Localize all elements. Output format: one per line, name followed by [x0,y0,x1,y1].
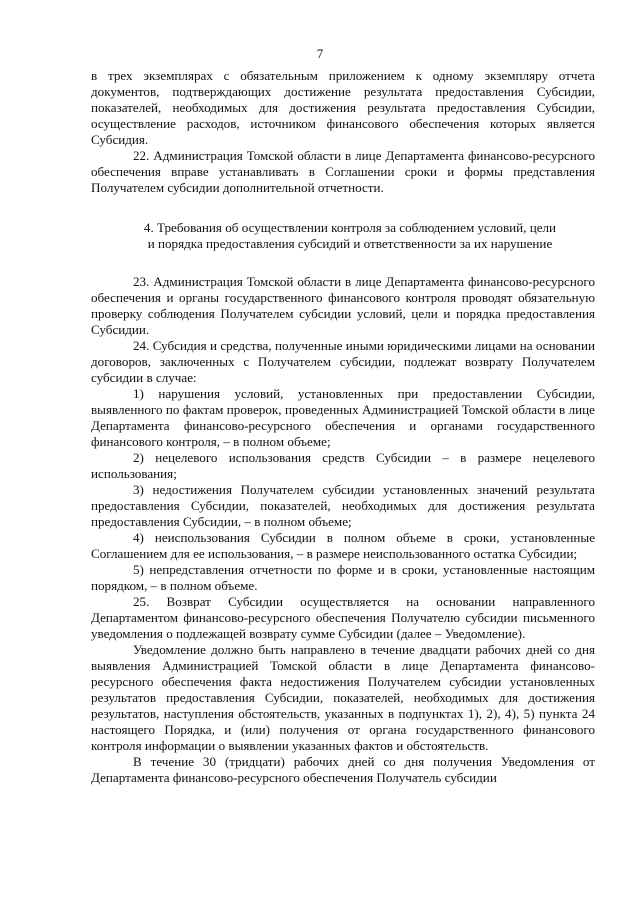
paragraph-23: 23. Администрация Томской области в лице Департамента финансово-ресурсного обеспечения и органы государственного финансового контроля проводят обязательную проверку соблюдения Получателем субсидии условий, цели и порядка предоставления Субсидии. [91,274,595,337]
section-heading-4 [91,220,595,252]
paragraph-24-item-2: 2) нецелевого использования средств Субсидии – в размере нецелевого использования; [91,450,595,481]
paragraph-24: 24. Субсидия и средства, полученные иными юридическими лицами на основании договоров, заключенных с Получателем субсидии, подлежат возврату Получателем субсидии в случае: [91,338,595,385]
paragraph-notification: Уведомление должно быть направлено в течение двадцати рабочих дней со дня выявления Администрацией Томской области в лице Департамента финансово-ресурсного обеспечения факта недостижения Получателем субсидии установленных результатов предоставления Субсидии, показателей, необходимых для достижения результатов, наступления обстоятельств, указанных в подпунктах 1), 2), 4), 5) пункта 24 настоящего Порядка, и (или) получения от органа государственного финансового контроля информации о выявлении указанных фактов и обстоятельств. [91,642,595,753]
paragraph-30-days: В течение 30 (тридцати) рабочих дней со дня получения Уведомления от Департамента финансово-ресурсного обеспечения Получатель субсидии [91,754,595,785]
page-number: 7 [316,46,324,61]
paragraph-24-item-3: 3) недостижения Получателем субсидии установленных значений результата предоставления Субсидии, показателей, необходимых для достижения результата предоставления Субсидии, – в полном объеме; [91,482,595,529]
section-heading-line-2: и порядка предоставления субсидий и ответственности за их нарушение [147,236,553,251]
document-body [91,68,595,786]
section-heading-line-1: 4. Требования об осуществлении контроля за соблюдением условий, цели [143,220,557,235]
paragraph-24-item-4: 4) неиспользования Субсидии в полном объеме в сроки, установленные Соглашением для ее использования, – в размере неиспользованного остатка Субсидии; [91,530,595,561]
paragraph-22: 22. Администрация Томской области в лице Департамента финансово-ресурсного обеспечения вправе устанавливать в Соглашении сроки и формы представления Получателем субсидии дополнительной отчетности. [91,148,595,195]
paragraph-24-item-1: 1) нарушения условий, установленных при предоставлении Субсидии, выявленного по фактам проверок, проведенных Администрацией Томской области в лице Департамента финансово-ресурсного обеспечения и органами государственного финансового контроля, – в полном объеме; [91,386,595,449]
paragraph-24-item-5: 5) непредставления отчетности по форме и в сроки, установленные настоящим порядком, – в полном объеме. [91,562,595,593]
paragraph-continued: в трех экземплярах с обязательным приложением к одному экземпляру отчета документов, подтверждающих достижение результата предоставления Субсидии, показателей, необходимых для достижения результата предоставления Субсидии, осуществление расходов, источником финансового обеспечения которых является Субсидия. [91,68,595,147]
paragraph-25: 25. Возврат Субсидии осуществляется на основании направленного Департаментом финансово-ресурсного обеспечения Получателю субсидии письменного уведомления о подлежащей возврату сумме Субсидии (далее – Уведомление). [91,594,595,641]
